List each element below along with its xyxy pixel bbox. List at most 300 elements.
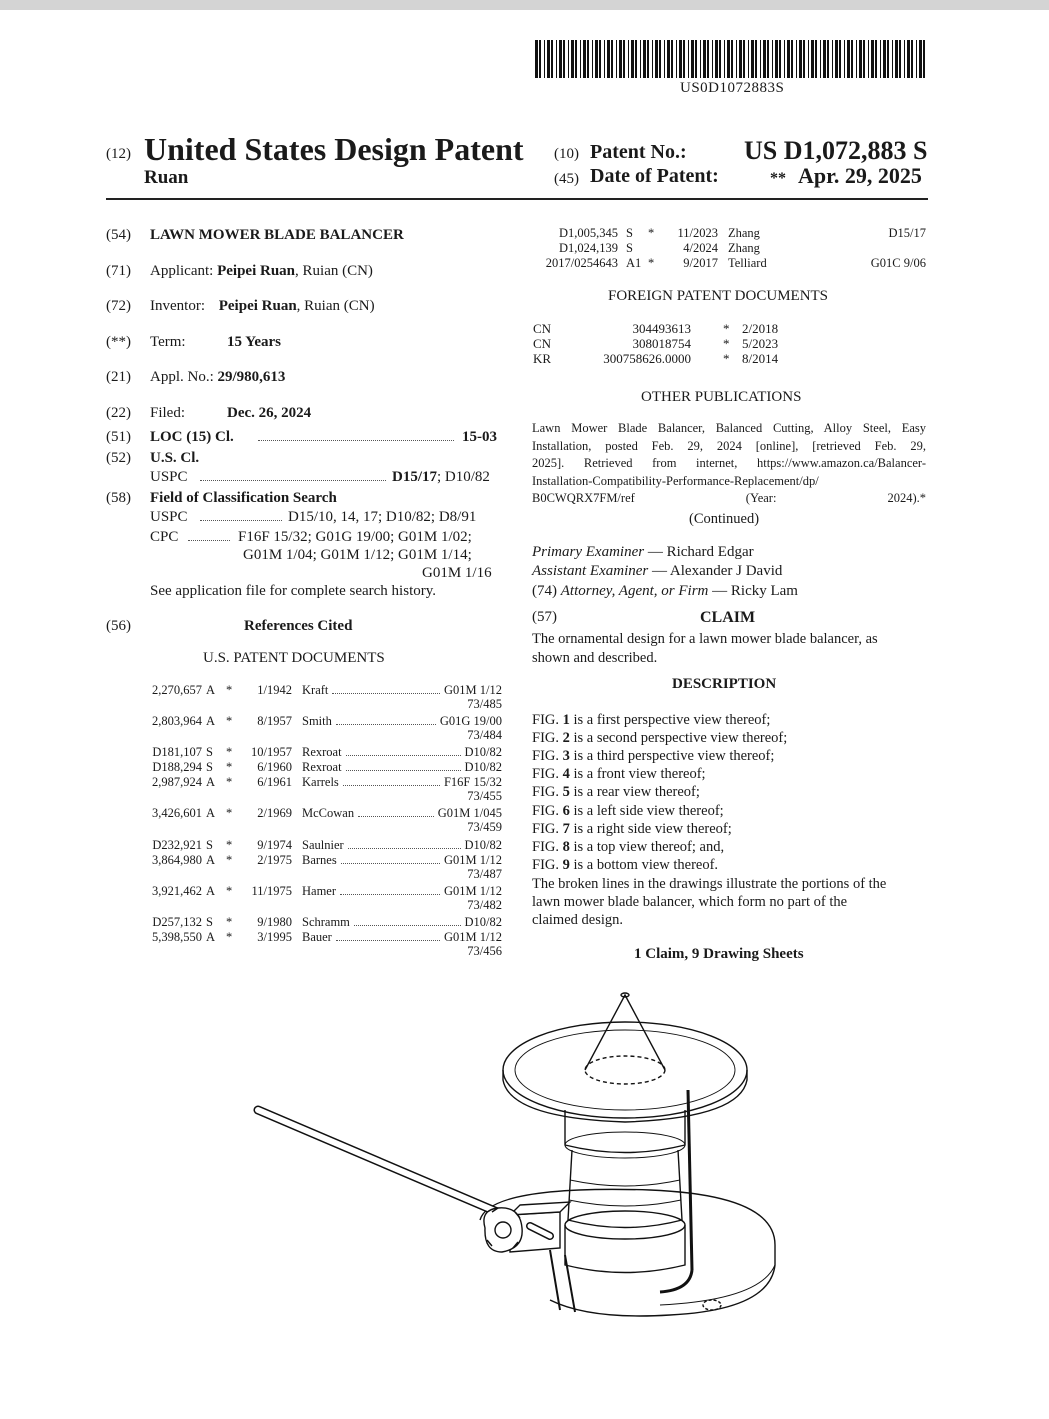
broken-lines-text-3: claimed design. [532,912,624,928]
ref-star: * [226,745,233,759]
ref-number: 3,921,462 [152,884,202,898]
ref-class: G01M 1/12 [444,884,502,898]
publication-line: Installation-Compatibility-Performance-Replacement/dp/ [532,473,819,488]
publication-line: Lawn Mower Blade Balancer, Balanced Cutting, Alloy Steel, Easy [532,421,926,435]
ref-number: 2,270,657 [152,683,202,697]
primary-examiner-name: — Richard Edgar [644,544,754,560]
barcode-bar [695,40,697,78]
barcode-bar [707,40,709,78]
ref-number: 2,803,964 [152,714,202,728]
barcode-bar [671,40,673,78]
ref-leader-dots [358,816,434,817]
reference-row [140,930,502,958]
ref-date: 3/1995 [257,930,292,944]
primary-examiner [532,544,754,561]
foreign-number: 300758626.0000 [603,351,691,366]
attorney-label: Attorney, Agent, or Firm [560,583,709,599]
ref-star: * [648,226,655,240]
foreign-country: KR [533,351,552,366]
figure-prefix: FIG. [532,838,563,855]
barcode-number: US0D1072883S [680,80,785,96]
reference-row [140,806,502,834]
code-21: (21) [106,369,131,385]
barcode-bar [683,40,685,78]
publication-line: 2025]. Retrieved from internet, https://www.amazon.ca/Balancer- [532,456,926,470]
figure-description [532,730,787,747]
reference-row [140,745,502,759]
barcode-bar [691,40,694,78]
top-border [0,0,1049,10]
uspc-primary: D15/17 [392,469,437,485]
figure-text: is a bottom view thereof. [569,856,719,873]
figure-text: is a left side view thereof; [569,802,724,819]
barcode-bar [724,40,725,78]
ref-leader-dots [346,770,461,771]
code-12: (12) [106,146,131,162]
ref-class: D10/82 [464,760,502,774]
header-rule [106,198,928,200]
barcode-bar [631,40,634,78]
code-22: (22) [106,405,131,421]
barcode-bar [859,40,862,78]
field-uspc-dots [200,520,282,521]
barcode-bar [844,40,845,78]
ref-subclass: 73/459 [467,820,502,834]
figure-prefix: FIG. [532,712,563,728]
balancer-drawing [230,980,790,1410]
ref-kind: S [206,745,213,759]
claim-title: CLAIM [700,609,756,626]
ref-number: 3,864,980 [152,853,202,867]
barcode-bar [856,40,857,78]
ref-date: 9/2017 [683,256,718,270]
patent-number: US D1,072,883 S [744,136,928,165]
barcode-bar [688,40,689,78]
assistant-examiner-name: — Alexander J David [648,563,783,579]
ref-name: Karrels [302,775,339,789]
figure-text: is a rear view thereof; [569,784,700,801]
barcode-bar [751,40,754,78]
invention-title: LAWN MOWER BLADE BALANCER [150,227,404,243]
barcode-bar [911,40,913,78]
barcode-bar [832,40,833,78]
attorney-line [532,583,798,600]
description-title: DESCRIPTION [672,676,777,692]
figure-description [532,784,700,801]
uspc-dots [200,480,386,481]
ref-name: Rexroat [302,745,342,759]
reference-row [140,884,502,912]
barcode-bar [628,40,629,78]
barcode-bar [652,40,653,78]
filed-label: Filed: [150,405,186,421]
figure-prefix: FIG. [532,802,563,819]
barcode-bar [619,40,622,78]
figure-number: 4 [562,766,570,783]
figure-text: is a second perspective view thereof; [569,730,788,747]
code-58: (58) [106,490,131,506]
ref-star: * [226,775,233,789]
broken-lines-text-2: lawn mower blade balancer, which form no part of the [532,894,848,910]
barcode-bar [715,40,718,78]
ref-date: 6/1961 [257,775,292,789]
barcode-bar [599,40,601,78]
barcode-bar [539,40,541,78]
code-56: (56) [106,618,131,634]
figure-description [532,857,718,874]
barcode-bar [820,40,821,78]
field-search-label: Field of Classification Search [150,490,337,506]
ref-name: Barnes [302,853,337,867]
barcode-bar [712,40,713,78]
foreign-doc-row [533,351,793,365]
ref-number: D257,132 [152,915,202,929]
foreign-star: * [723,321,730,336]
ref-name: Hamer [302,884,337,898]
ref-name: Saulnier [302,838,344,852]
figure-description [532,839,724,856]
barcode-bar [647,40,649,78]
term-value: 15 Years [227,334,282,350]
see-application-note: See application file for complete search history. [150,583,437,599]
figure-text: is a third perspective view thereof; [569,748,775,765]
loc-dots [258,440,454,441]
barcode-bar [892,40,893,78]
barcode-bar [703,40,706,78]
barcode-bar [787,40,790,78]
ref-number: D188,294 [152,760,202,774]
ref-number: D1,024,139 [558,241,618,255]
code-74: (74) [532,583,557,599]
barcode-bar [904,40,905,78]
barcode-bar [547,40,550,78]
ref-subclass: 73/456 [467,944,502,958]
code-45: (45) [554,171,579,187]
ref-class: D10/82 [464,915,502,929]
ref-star: * [648,256,655,270]
barcode-bar [835,40,838,78]
continued-label: (Continued) [689,511,760,527]
cpc-dots [188,540,230,541]
barcode-bar [739,40,742,78]
barcode-bar [607,40,610,78]
ref-date: 9/1980 [257,915,292,929]
uspc-value [392,469,490,486]
foreign-star: * [723,336,730,351]
barcode-bar [775,40,778,78]
barcode-bar [727,40,730,78]
code-52: (52) [106,450,131,466]
ref-date: 2/1975 [257,853,292,867]
barcode-bar [544,40,545,78]
barcode-bar [899,40,901,78]
inventor-short: Ruan [144,167,189,188]
ref-kind: S [206,915,213,929]
ref-date: 2/1969 [257,806,292,820]
ref-subclass: 73/484 [467,728,502,742]
barcode-bar [595,40,598,78]
ref-star: * [226,760,233,774]
ref-kind: A [206,853,216,867]
ref-kind: A [206,884,216,898]
ref-name: Kraft [302,683,329,697]
code-72: (72) [106,298,131,314]
figure-prefix: FIG. [532,748,563,765]
barcode-bar [779,40,781,78]
ref-name: Telliard [728,256,767,270]
applicant-name: Peipei Ruan [217,263,296,279]
code-54: (54) [106,227,131,243]
foreign-doc-row [533,321,793,335]
ref-class: D15/17 [888,226,926,240]
inventor-location: , Ruian (CN) [296,298,375,314]
barcode-bar [799,40,802,78]
ref-subclass: 73/455 [467,789,502,803]
ref-leader-dots [346,755,461,756]
figure-prefix: FIG. [532,856,563,873]
ref-kind: A [206,930,216,944]
barcode-bar [676,40,677,78]
field-uspc-label: USPC [150,509,188,525]
foreign-country: CN [533,336,552,351]
loc-value: 15-03 [462,429,497,445]
barcode-bar [679,40,682,78]
barcode-bar [731,40,733,78]
ref-date: 9/1974 [257,838,292,852]
us-cl-label: U.S. Cl. [150,450,200,466]
inventor-line [150,298,375,315]
barcode-bar [811,40,814,78]
date-marker: ** [770,170,786,187]
barcode-bar [575,40,577,78]
foreign-doc-row [533,336,793,350]
ref-star: * [226,915,233,929]
barcode-bar [851,40,853,78]
claim-text-line-2: shown and described. [532,650,658,666]
reference-row [140,760,502,774]
barcode-bar [839,40,841,78]
figure-description [532,712,770,729]
document-title: United States Design Patent [144,131,524,167]
primary-examiner-label: Primary Examiner [532,544,645,560]
barcode-bar [755,40,757,78]
barcode-bar [808,40,809,78]
ref-kind: A [206,775,216,789]
code-51: (51) [106,429,131,445]
figure-text: is a top view thereof; and, [569,838,725,855]
ref-kind: S [206,760,213,774]
ref-star: * [226,714,233,728]
barcode-bar [743,40,745,78]
barcode-bar [659,40,661,78]
barcode-bar [760,40,761,78]
ref-class: G01C 9/06 [870,256,926,270]
ref-star: * [226,930,233,944]
applicant-location: , Ruian (CN) [295,263,373,279]
barcode-bar [767,40,769,78]
broken-lines-text-1: The broken lines in the drawings illustrate the portions of the [532,876,887,892]
ref-date: 8/1957 [257,714,292,728]
barcode-bar [763,40,766,78]
barcode-bar [719,40,721,78]
figure-prefix: FIG. [532,820,563,837]
cpc-line-3: G01M 1/16 [422,565,492,581]
barcode-bar [664,40,665,78]
figure-description [532,766,706,783]
ref-star: * [226,806,233,820]
publication-line: Installation, posted Feb. 29, 2024 [online], [retrieved Feb. 29, [532,438,926,453]
figure-text: is a right side view thereof; [569,820,732,837]
assistant-examiner-label: Assistant Examiner [532,563,649,579]
foreign-date: 8/2014 [742,351,779,366]
reference-row [536,241,926,255]
ref-subclass: 73/487 [467,867,502,881]
ref-leader-dots [336,724,436,725]
ref-class: D10/82 [464,838,502,852]
foreign-number: 308018754 [632,336,691,351]
ref-date: 11/1975 [251,884,292,898]
ref-star: * [226,853,233,867]
foreign-docs-title: FOREIGN PATENT DOCUMENTS [608,288,829,304]
uspc-label: USPC [150,469,188,485]
ref-star: * [226,884,233,898]
reference-row [536,226,926,240]
figure-description [532,803,724,820]
barcode-bar [916,40,917,78]
barcode-bar [736,40,737,78]
barcode-bar [923,40,925,78]
references-cited-title: References Cited [244,618,353,634]
code-57: (57) [532,609,557,625]
barcode-bar [907,40,910,78]
barcode-bar [823,40,826,78]
cpc-line-1: F16F 15/32; G01G 19/00; G01M 1/02; [238,529,472,545]
uspc-secondary: ; D10/82 [437,469,490,485]
barcode-bar [592,40,593,78]
code-71: (71) [106,263,131,279]
ref-name: Zhang [728,241,760,255]
term-label: Term: [150,334,186,350]
reference-row [140,714,502,742]
barcode-bar [556,40,557,78]
other-publications-title: OTHER PUBLICATIONS [641,389,802,405]
ref-subclass: 73/482 [467,898,502,912]
barcode-bar [863,40,865,78]
barcode-bar [919,40,922,78]
foreign-date: 2/2018 [742,321,779,336]
ref-name: Smith [302,714,332,728]
barcode-bar [700,40,701,78]
figure-text: is a first perspective view thereof; [569,712,771,728]
ref-kind: A [206,806,216,820]
barcode-bar [640,40,641,78]
barcode-bar [580,40,581,78]
barcode-bar [571,40,574,78]
ref-number: D1,005,345 [558,226,618,240]
barcode-bar [563,40,565,78]
barcode-image [535,40,927,78]
ref-name: Schramm [302,915,350,929]
ref-star: * [226,838,233,852]
inventor-label: Inventor: [150,298,205,314]
ref-number: 2,987,924 [152,775,202,789]
barcode-bar [559,40,562,78]
ref-leader-dots [348,848,461,849]
ref-class: G01G 19/00 [439,714,502,728]
figure-text: is a front view thereof; [569,766,706,783]
ref-subclass: 73/485 [467,697,502,711]
code-10: (10) [554,146,579,162]
cpc-line-2: G01M 1/04; G01M 1/12; G01M 1/14; [243,547,472,563]
barcode-bar [875,40,877,78]
figure-number: 2 [562,730,570,747]
ref-number: 2017/0254643 [545,256,618,270]
figure-prefix: FIG. [532,784,563,801]
figure-number: 8 [562,838,570,855]
barcode-bar [791,40,793,78]
code-term: (**) [106,334,131,350]
ref-leader-dots [343,785,440,786]
patent-no-label: Patent No.: [590,141,687,163]
reference-row [140,915,502,929]
figure-description [532,748,774,765]
figure-number: 3 [562,748,570,765]
figure-number: 1 [562,712,570,728]
ref-kind: A [206,714,216,728]
barcode-bar [827,40,829,78]
ref-name: Zhang [728,226,760,240]
figure-prefix: FIG. [532,730,563,747]
barcode-bar [895,40,898,78]
barcode-bar [847,40,850,78]
figure-number: 9 [562,856,570,873]
barcode-bar [587,40,589,78]
barcode-bar [655,40,658,78]
appl-line [150,369,285,386]
publication-line: B0CWQRX7FM/ref (Year: 2024).* [532,491,926,505]
claim-text-line-1: The ornamental design for a lawn mower blade balancer, as [532,631,878,647]
ref-name: McCowan [302,806,355,820]
barcode-bar [815,40,817,78]
applicant-label: Applicant: [150,263,214,279]
ref-class: F16F 15/32 [443,775,502,789]
loc-label: LOC (15) Cl. [150,429,234,445]
barcode-bar [880,40,881,78]
barcode-bar [871,40,874,78]
foreign-star: * [723,351,730,366]
assistant-examiner [532,563,782,580]
reference-row [140,683,502,711]
ref-kind: A [206,683,216,697]
barcode-bar [623,40,625,78]
ref-leader-dots [341,863,440,864]
ref-leader-dots [336,940,440,941]
ref-kind: S [206,838,213,852]
barcode-bar [748,40,749,78]
barcode-bar [772,40,773,78]
ref-name: Bauer [302,930,332,944]
barcode-bar [604,40,605,78]
figure-number: 7 [562,820,570,837]
barcode-bar [667,40,670,78]
barcode-bar [784,40,785,78]
ref-number: 5,398,550 [152,930,202,944]
patent-date: Apr. 29, 2025 [798,163,922,188]
ref-class: D10/82 [464,745,502,759]
appl-label: Appl. No.: [150,369,214,385]
barcode-bar [635,40,637,78]
barcode-bar [796,40,797,78]
